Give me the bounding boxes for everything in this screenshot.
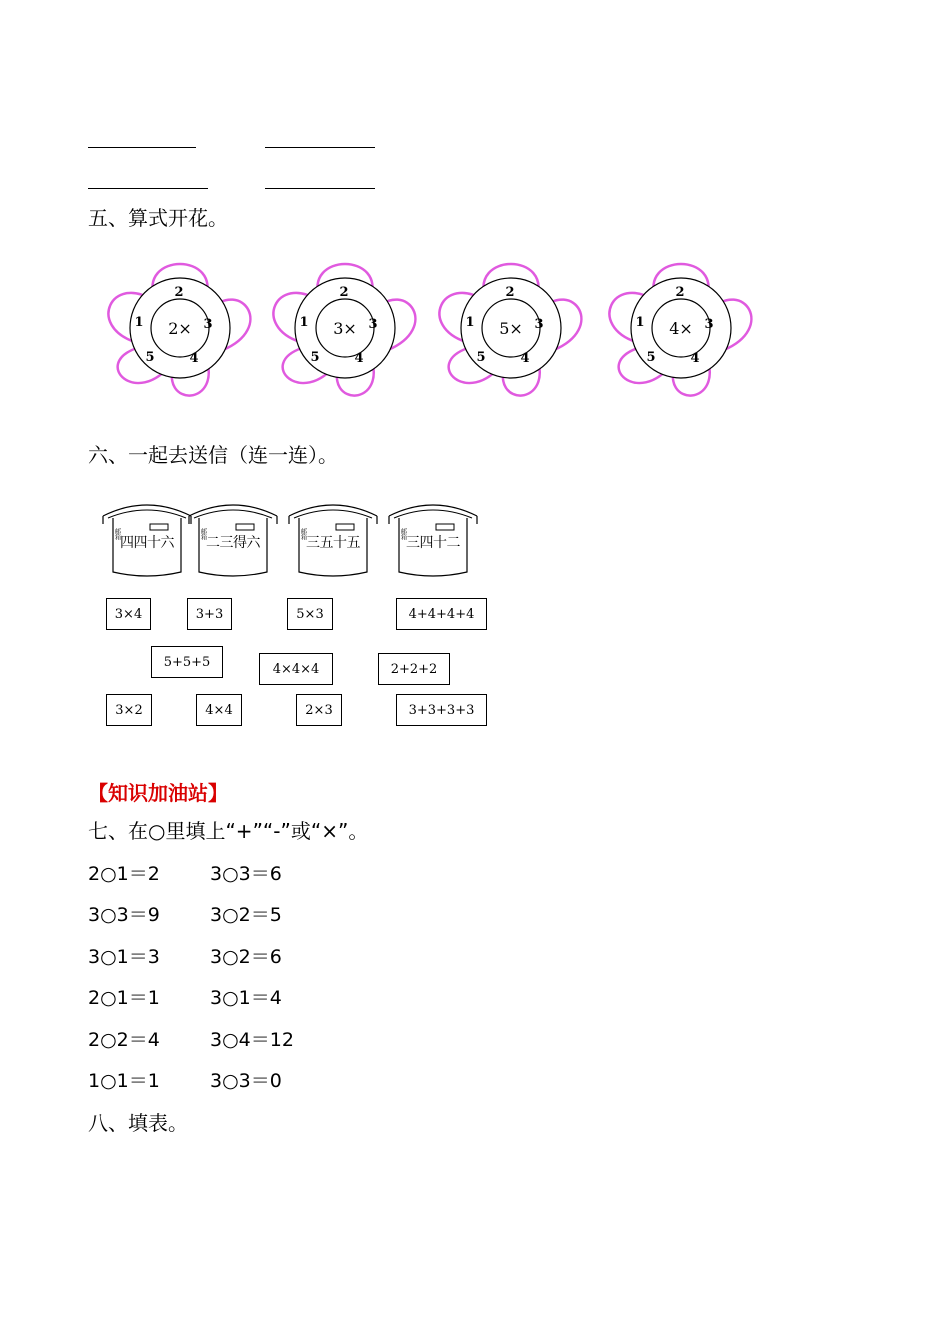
petal-number: 2 xyxy=(675,285,685,300)
expression-card[interactable]: 2+2+2 xyxy=(378,653,450,685)
petal-number: 2 xyxy=(339,285,349,300)
mailbox[interactable] xyxy=(288,500,378,582)
equation-item[interactable]: 2○1＝2 xyxy=(88,863,160,885)
mailbox-label: 邮箱 xyxy=(399,528,407,540)
multiplication-flower xyxy=(262,258,428,400)
mailbox[interactable] xyxy=(388,500,478,582)
equation-item[interactable]: 3○2＝5 xyxy=(210,904,282,926)
petal-number: 1 xyxy=(134,315,144,330)
flower-center-label: 4× xyxy=(669,319,693,338)
multiplication-flower xyxy=(598,258,764,400)
answer-blank[interactable] xyxy=(88,188,208,189)
equation-item[interactable]: 2○2＝4 xyxy=(88,1029,160,1051)
section-6-title: 六、一起去送信（连一连）。 xyxy=(88,443,338,467)
expression-card[interactable]: 5×3 xyxy=(287,598,333,630)
expression-card[interactable]: 3×2 xyxy=(106,694,152,726)
mailbox[interactable] xyxy=(102,500,192,582)
expression-card[interactable]: 5+5+5 xyxy=(151,646,223,678)
petal-number: 1 xyxy=(299,315,309,330)
section-7-title: 七、在○里填上“+”“-”或“×”。 xyxy=(88,819,369,843)
mailbox-label: 邮箱 xyxy=(199,528,207,540)
petal-number: 5 xyxy=(646,350,656,365)
answer-blank[interactable] xyxy=(265,188,375,189)
equation-item[interactable]: 2○1＝1 xyxy=(88,987,160,1009)
mailbox-label: 邮箱 xyxy=(113,528,121,540)
mailbox[interactable] xyxy=(188,500,278,582)
multiplication-flower xyxy=(428,258,594,400)
mailbox-rhyme: 二三得六 xyxy=(206,535,260,551)
expression-card[interactable]: 2×3 xyxy=(296,694,342,726)
equation-item[interactable]: 3○4＝12 xyxy=(210,1029,294,1051)
answer-blank[interactable] xyxy=(88,147,196,148)
petal-number: 5 xyxy=(310,350,320,365)
petal-number: 2 xyxy=(174,285,184,300)
equation-item[interactable]: 3○3＝9 xyxy=(88,904,160,926)
petal-number: 3 xyxy=(368,317,378,332)
answer-blank[interactable] xyxy=(265,147,375,148)
equation-item[interactable]: 3○2＝6 xyxy=(210,946,282,968)
section-8-title: 八、填表。 xyxy=(88,1111,188,1135)
flower-center-label: 3× xyxy=(333,319,357,338)
expression-card[interactable]: 4×4×4 xyxy=(259,653,333,685)
mailbox-rhyme: 三四十二 xyxy=(406,535,460,551)
petal-number: 4 xyxy=(520,351,530,366)
petal-number: 4 xyxy=(690,351,700,366)
petal-number: 5 xyxy=(476,350,486,365)
expression-card[interactable]: 4×4 xyxy=(196,694,242,726)
flower-center-label: 5× xyxy=(499,319,523,338)
equation-item[interactable]: 3○3＝6 xyxy=(210,863,282,885)
expression-card[interactable]: 3+3+3+3 xyxy=(396,694,487,726)
petal-number: 4 xyxy=(189,351,199,366)
knowledge-station-title: 【知识加油站】 xyxy=(88,781,228,805)
equation-item[interactable]: 3○1＝4 xyxy=(210,987,282,1009)
flower-center-label: 2× xyxy=(168,319,192,338)
expression-card[interactable]: 3+3 xyxy=(187,598,232,630)
petal-number: 1 xyxy=(465,315,475,330)
mailbox-label: 邮箱 xyxy=(299,528,307,540)
expression-card[interactable]: 3×4 xyxy=(106,598,151,630)
petal-number: 5 xyxy=(145,350,155,365)
equation-item[interactable]: 3○1＝3 xyxy=(88,946,160,968)
section-5-title: 五、算式开花。 xyxy=(88,206,228,230)
multiplication-flower xyxy=(97,258,263,400)
equation-item[interactable]: 3○3＝0 xyxy=(210,1070,282,1092)
petal-number: 4 xyxy=(354,351,364,366)
petal-number: 2 xyxy=(505,285,515,300)
equation-item[interactable]: 1○1＝1 xyxy=(88,1070,160,1092)
mailbox-rhyme: 三五十五 xyxy=(306,535,360,551)
expression-card[interactable]: 4+4+4+4 xyxy=(396,598,487,630)
petal-number: 3 xyxy=(203,317,213,332)
petal-number: 1 xyxy=(635,315,645,330)
petal-number: 3 xyxy=(534,317,544,332)
petal-number: 3 xyxy=(704,317,714,332)
mailbox-rhyme: 四四十六 xyxy=(120,535,174,551)
